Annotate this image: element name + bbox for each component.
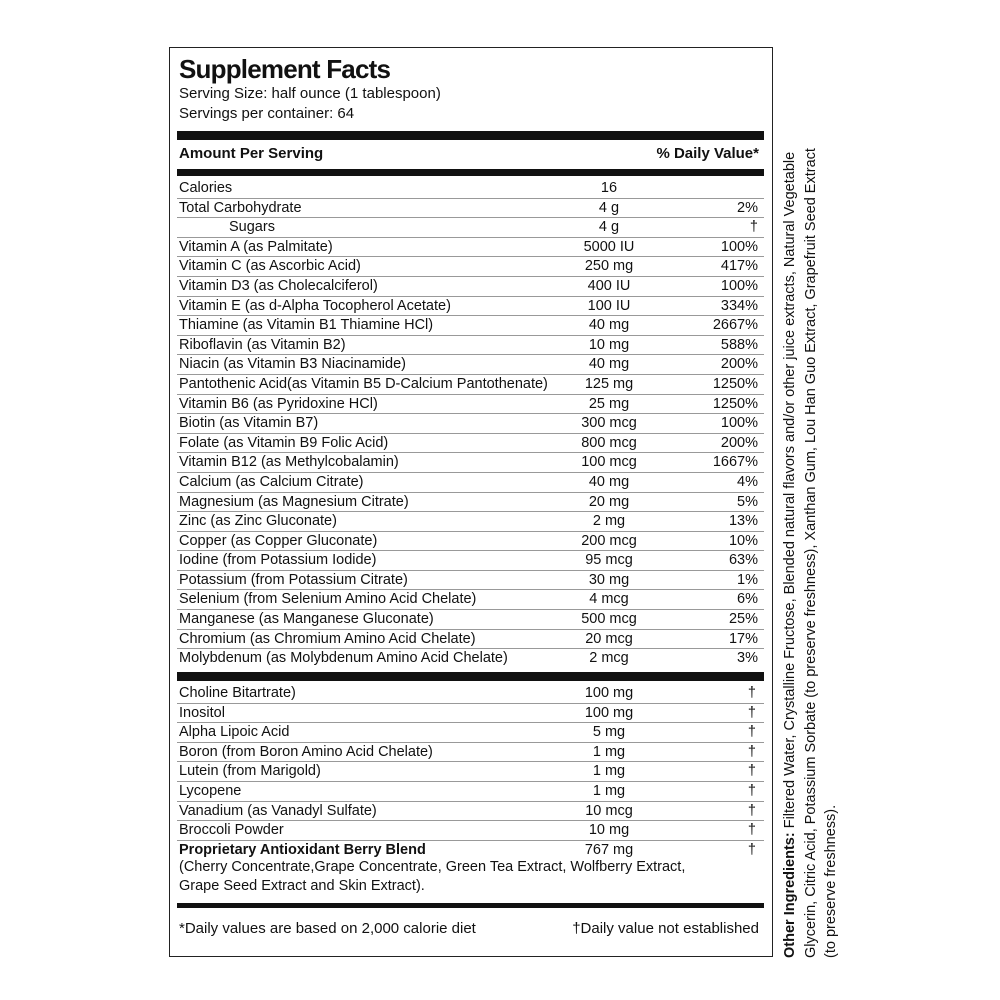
- nutrient-daily-value: †: [747, 782, 756, 799]
- table-row: [177, 257, 764, 277]
- table-row: [177, 375, 764, 395]
- table-row: [177, 684, 764, 704]
- nutrient-name: Total Carbohydrate: [179, 199, 302, 216]
- nutrient-daily-value: †: [747, 724, 756, 741]
- table-row: [177, 453, 764, 473]
- footnote-not-established: †Daily value not established: [572, 920, 759, 937]
- nutrient-amount: 500 mcg: [581, 611, 637, 628]
- nutrient-daily-value: †: [747, 685, 756, 701]
- nutrient-name: Boron (from Boron Amino Acid Chelate): [179, 743, 433, 760]
- nutrient-name: Selenium (from Selenium Amino Acid Chelate): [179, 591, 477, 608]
- nutrient-name: Vitamin C (as Ascorbic Acid): [179, 258, 361, 275]
- nutrient-amount: 1 mg: [592, 743, 626, 760]
- nutrient-daily-value: 10%: [728, 532, 758, 549]
- nutrient-amount: 16: [600, 180, 618, 196]
- thick-divider: [177, 903, 764, 908]
- nutrient-name: Copper (as Copper Gluconate): [179, 532, 378, 549]
- nutrient-amount: 1 mg: [592, 782, 626, 799]
- table-row: [177, 532, 764, 552]
- nutrient-daily-value: 4%: [737, 473, 758, 490]
- nutrient-amount: 100 mg: [584, 685, 634, 701]
- table-row: [177, 821, 764, 841]
- blend-note: [179, 858, 685, 896]
- nutrient-daily-value: 200%: [720, 434, 758, 451]
- nutrient-amount: 20 mg: [588, 493, 630, 510]
- nutrient-name: Lutein (from Marigold): [179, 763, 321, 780]
- nutrient-amount: 250 mg: [584, 258, 634, 275]
- nutrient-name: Pantothenic Acid(as Vitamin B5 D-Calcium Pantothenate): [179, 375, 548, 392]
- nutrient-daily-value: †: [747, 743, 756, 760]
- nutrient-daily-value: 1250%: [712, 375, 758, 392]
- table-row: [177, 218, 764, 238]
- nutrient-name: Zinc (as Zinc Gluconate): [179, 513, 337, 530]
- nutrient-name: Vitamin D3 (as Cholecalciferol): [179, 277, 378, 294]
- daily-value-label: % Daily Value*: [656, 145, 759, 162]
- table-row: [177, 473, 764, 493]
- nutrient-daily-value: 1667%: [712, 454, 758, 471]
- nutrient-daily-value: 200%: [720, 356, 758, 373]
- nutrient-amount: 40 mg: [588, 356, 630, 373]
- thick-divider: [177, 169, 764, 176]
- nutrient-name: Sugars: [229, 219, 275, 236]
- nutrient-daily-value: 2%: [737, 199, 758, 216]
- nutrient-daily-value: 417%: [720, 258, 758, 275]
- table-row: [177, 551, 764, 571]
- table-header: [179, 145, 759, 162]
- table-row: [177, 704, 764, 724]
- footnote-daily-values: *Daily values are based on 2,000 calorie diet: [179, 920, 476, 937]
- footnotes: [179, 920, 759, 937]
- table-row: [177, 297, 764, 317]
- table-row: [177, 571, 764, 591]
- nutrient-name: Vitamin E (as d-Alpha Tocopherol Acetate): [179, 297, 451, 314]
- nutrient-amount: 100 mg: [584, 704, 634, 721]
- nutrient-amount: 2 mcg: [589, 650, 629, 667]
- blend-note-line: (Cherry Concentrate,Grape Concentrate, Green Tea Extract, Wolfberry Extract,: [179, 859, 686, 875]
- nutrient-name: Chromium (as Chromium Amino Acid Chelate): [179, 630, 476, 647]
- nutrient-name: Alpha Lipoic Acid: [179, 724, 290, 741]
- table-row: [177, 802, 764, 822]
- nutrient-name: Potassium (from Potassium Citrate): [179, 571, 408, 588]
- table-row: [177, 336, 764, 356]
- nutrient-name: Riboflavin (as Vitamin B2): [179, 336, 346, 353]
- nutrient-name: Manganese (as Manganese Gluconate): [179, 611, 434, 628]
- other-ingredients-line: Other Ingredients: Filtered Water, Crystalline Fructose, Blended natural flavors and/or other juice extracts, Natural Vegetable: [782, 151, 798, 958]
- nutrient-daily-value: †: [747, 802, 756, 819]
- nutrient-amount: 400 IU: [587, 277, 631, 294]
- serving-size: Serving Size: half ounce (1 tablespoon): [179, 85, 441, 102]
- nutrient-name: Biotin (as Vitamin B7): [179, 415, 319, 432]
- thick-divider: [177, 672, 764, 681]
- nutrient-daily-value: 588%: [720, 336, 758, 353]
- supplement-facts-panel: [169, 47, 773, 957]
- nutrient-name: Proprietary Antioxidant Berry Blend: [179, 841, 426, 858]
- nutrient-daily-value: 100%: [720, 277, 758, 294]
- nutrient-amount: 100 IU: [587, 297, 631, 314]
- nutrient-amount: 40 mg: [588, 473, 630, 490]
- nutrient-name: Folate (as Vitamin B9 Folic Acid): [179, 434, 389, 451]
- nutrient-daily-value: 5%: [737, 493, 758, 510]
- table-row: [177, 414, 764, 434]
- table-row: [177, 277, 764, 297]
- amount-per-serving-label: Amount Per Serving: [179, 145, 324, 162]
- table-row: [177, 355, 764, 375]
- nutrient-amount: 10 mg: [588, 336, 630, 353]
- nutrient-daily-value: †: [747, 841, 756, 858]
- servings-per-container: Servings per container: 64: [179, 105, 355, 122]
- nutrient-amount: 5 mg: [592, 724, 626, 741]
- nutrient-daily-value: †: [749, 219, 758, 236]
- table-row: [177, 395, 764, 415]
- table-row: [177, 762, 764, 782]
- nutrient-daily-value: 63%: [728, 552, 758, 569]
- nutrient-name: Iodine (from Potassium Iodide): [179, 552, 377, 569]
- table-row: [177, 512, 764, 532]
- nutrient-amount: 4 mcg: [589, 591, 629, 608]
- nutrient-name: Vitamin B12 (as Methylcobalamin): [179, 454, 399, 471]
- nutrient-amount: 767 mg: [584, 841, 634, 858]
- page-title: Supplement Facts: [179, 54, 391, 84]
- nutrient-daily-value: 3%: [737, 650, 758, 667]
- nutrient-daily-value: 1250%: [712, 395, 758, 412]
- nutrient-daily-value: 2667%: [712, 317, 758, 334]
- nutrient-daily-value: 334%: [720, 297, 758, 314]
- nutrient-amount: 4 g: [598, 199, 620, 216]
- nutrient-daily-value: 6%: [737, 591, 758, 608]
- table-row: [177, 434, 764, 454]
- nutrient-name: Inositol: [179, 704, 225, 721]
- nutrient-amount: 800 mcg: [581, 434, 637, 451]
- nutrient-amount: 25 mg: [588, 395, 630, 412]
- nutrient-amount: 20 mcg: [585, 630, 633, 647]
- nutrient-name: Vitamin A (as Palmitate): [179, 238, 333, 255]
- blend-note-line: Grape Seed Extract and Skin Extract).: [179, 878, 425, 894]
- nutrient-name: Niacin (as Vitamin B3 Niacinamide): [179, 356, 406, 373]
- nutrient-amount: 300 mcg: [581, 415, 637, 432]
- nutrient-amount: 10 mg: [588, 822, 630, 839]
- nutrient-amount: 100 mcg: [581, 454, 637, 471]
- table-row: [177, 238, 764, 258]
- nutrient-daily-value: 100%: [720, 415, 758, 432]
- nutrient-daily-value: 1%: [737, 571, 758, 588]
- nutrient-amount: 5000 IU: [583, 238, 635, 255]
- other-ingredients-label: Other Ingredients:: [782, 832, 798, 958]
- other-ingredients-line: Glycerin, Citric Acid, Potassium Sorbate (to preserve freshness), Xanthan Gum, Lou Han Guo Extract, Grapefruit Seed Extract: [802, 148, 819, 958]
- nutrient-daily-value: 100%: [720, 238, 758, 255]
- nutrient-name: Calcium (as Calcium Citrate): [179, 473, 364, 490]
- table-row: [177, 743, 764, 763]
- nutrient-name: Lycopene: [179, 782, 242, 799]
- table-row: [177, 179, 764, 199]
- table-row: [177, 316, 764, 336]
- table-row: [177, 493, 764, 513]
- nutrient-amount: 30 mg: [588, 571, 630, 588]
- nutrient-name: Vanadium (as Vanadyl Sulfate): [179, 802, 377, 819]
- nutrient-name: Vitamin B6 (as Pyridoxine HCl): [179, 395, 378, 412]
- other-ingredients-line: (to preserve freshness).: [823, 804, 839, 958]
- nutrient-daily-value: †: [747, 763, 756, 780]
- nutrient-amount: 95 mcg: [585, 552, 633, 569]
- table-row: [177, 630, 764, 650]
- nutrient-name: Molybdenum (as Molybdenum Amino Acid Chelate): [179, 650, 508, 667]
- nutrient-name: Magnesium (as Magnesium Citrate): [179, 493, 409, 510]
- nutrient-amount: 40 mg: [588, 317, 630, 334]
- table-row: [177, 723, 764, 743]
- nutrient-name: Broccoli Powder: [179, 822, 284, 839]
- nutrient-amount: 2 mg: [592, 513, 626, 530]
- nutrient-amount: 125 mg: [584, 375, 634, 392]
- table-row: [177, 199, 764, 219]
- other-nutrient-table: [177, 684, 764, 860]
- nutrient-name: Calories: [179, 180, 233, 196]
- nutrient-table: [177, 179, 764, 669]
- nutrient-amount: 4 g: [598, 219, 620, 236]
- nutrient-daily-value: 17%: [728, 630, 758, 647]
- nutrient-daily-value: 25%: [728, 611, 758, 628]
- nutrient-amount: 200 mcg: [581, 532, 637, 549]
- other-ingredients: [780, 58, 848, 958]
- nutrient-daily-value: †: [747, 822, 756, 839]
- table-row: [177, 649, 764, 669]
- nutrient-amount: 1 mg: [592, 763, 626, 780]
- nutrient-daily-value: 13%: [728, 513, 758, 530]
- nutrient-name: Choline Bitartrate): [179, 685, 296, 701]
- table-row: [177, 610, 764, 630]
- nutrient-daily-value: †: [747, 704, 756, 721]
- nutrient-amount: 10 mcg: [585, 802, 633, 819]
- thick-divider: [177, 131, 764, 140]
- table-row: [177, 782, 764, 802]
- nutrient-name: Thiamine (as Vitamin B1 Thiamine HCl): [179, 317, 434, 334]
- table-row: [177, 590, 764, 610]
